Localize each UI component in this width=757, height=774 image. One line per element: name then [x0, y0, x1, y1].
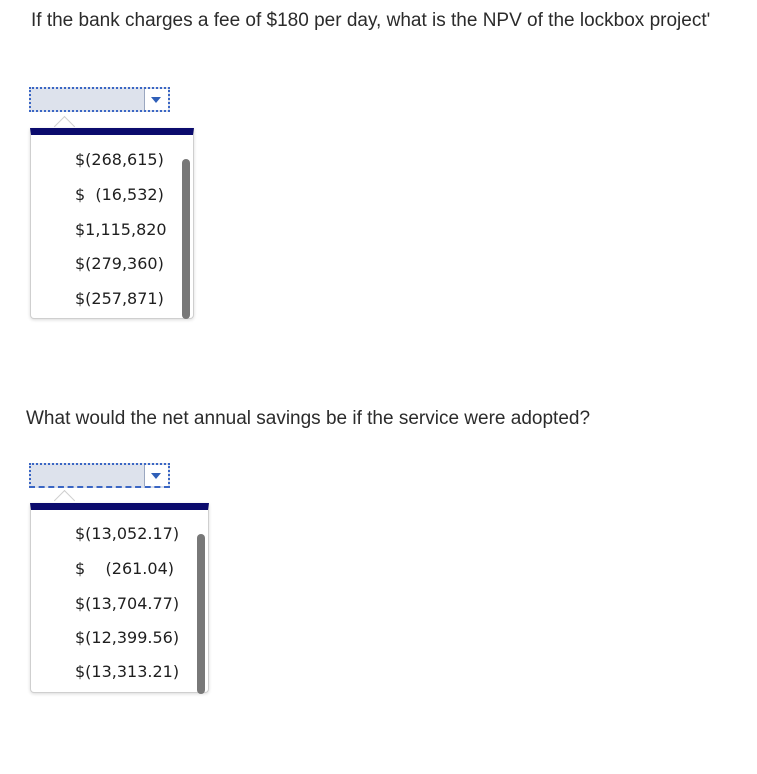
question-2-text: What would the net annual savings be if the service were adopted?: [26, 408, 591, 429]
chevron-down-icon: [151, 473, 161, 479]
option-5[interactable]: $(13,313.21): [75, 662, 180, 681]
question-2-options-list[interactable]: [30, 503, 209, 693]
question-1-dropdown[interactable]: [29, 87, 170, 112]
dropdown-toggle-button[interactable]: [144, 465, 168, 486]
option-3[interactable]: $1,115,820: [75, 220, 167, 239]
question-2-dropdown[interactable]: [29, 463, 170, 488]
question-1-text: If the bank charges a fee of $180 per day, what is the NPV of the lockbox project': [31, 10, 711, 31]
option-4[interactable]: $(12,399.56): [75, 628, 180, 647]
option-1[interactable]: $(13,052.17): [75, 524, 180, 543]
option-5[interactable]: $(257,871): [75, 289, 164, 308]
option-1[interactable]: $(268,615): [75, 150, 164, 169]
dropdown-toggle-button[interactable]: [144, 89, 168, 110]
option-3[interactable]: $(13,704.77): [75, 594, 180, 613]
chevron-down-icon: [151, 97, 161, 103]
option-4[interactable]: $(279,360): [75, 254, 164, 273]
option-2[interactable]: $ (16,532): [75, 185, 164, 204]
option-2[interactable]: $ (261.04): [75, 559, 174, 578]
question-1-options-list[interactable]: [30, 128, 194, 319]
scrollbar[interactable]: [182, 159, 190, 319]
scrollbar[interactable]: [197, 534, 205, 694]
